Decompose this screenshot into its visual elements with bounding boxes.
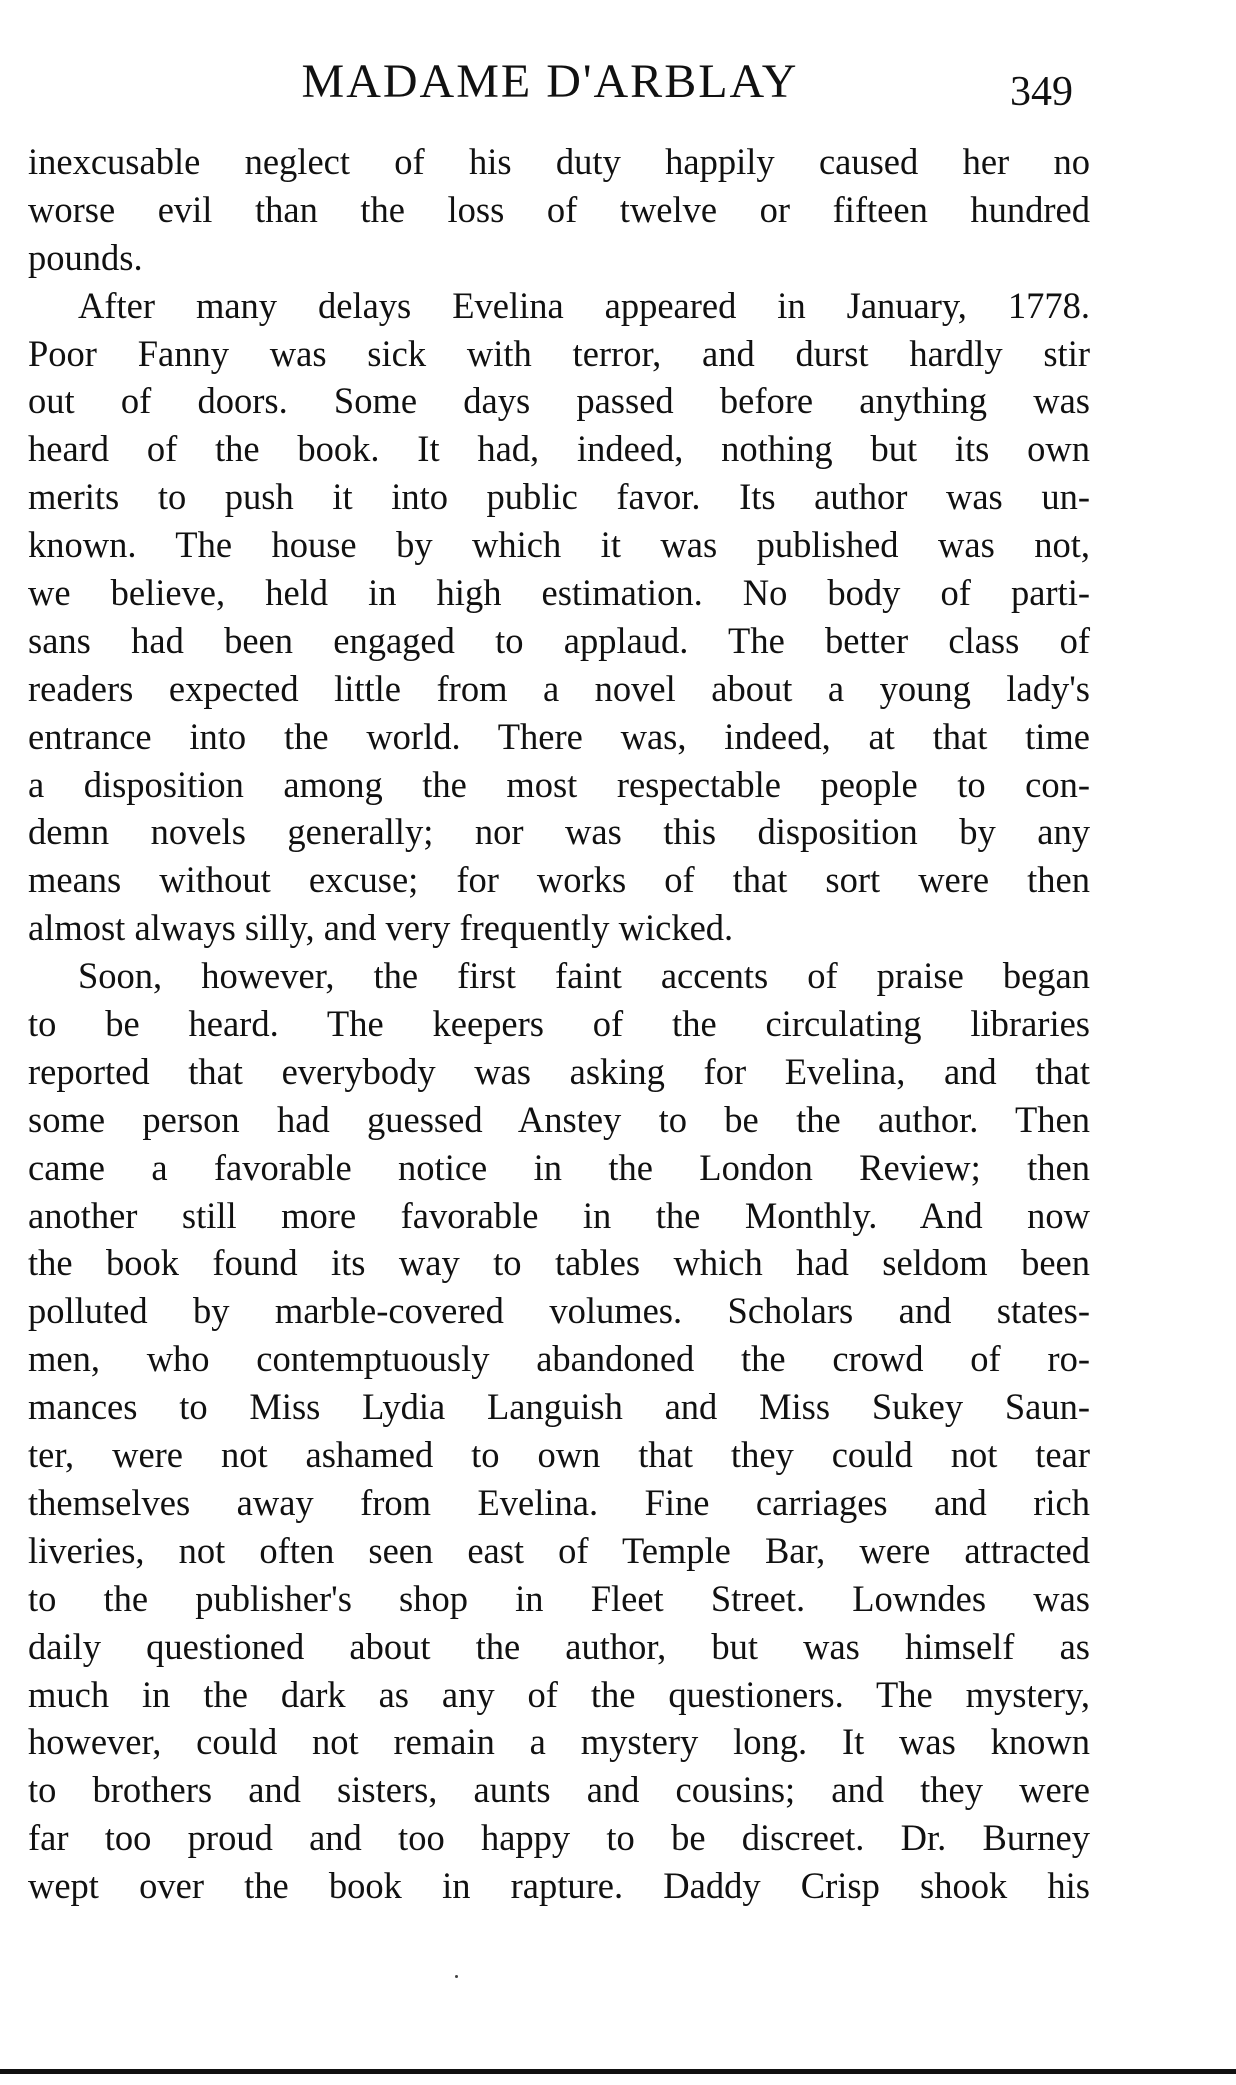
text-line: much in the dark as any of the questioners. The mystery,: [28, 1673, 1090, 1715]
paragraph-first-line: Soon, however, the first faint accents of praise began: [78, 955, 1090, 997]
text-line: out of doors. Some days passed before anything was: [28, 380, 1090, 422]
text-line: readers expected little from a novel about a young lady's: [28, 667, 1090, 709]
text-line: to be heard. The keepers of the circulating libraries: [28, 1003, 1090, 1045]
text-line: the book found its way to tables which had seldom been: [28, 1242, 1090, 1284]
running-head: [0, 52, 1236, 115]
text-line: to brothers and sisters, aunts and cousins; and they were: [28, 1769, 1090, 1811]
paragraph-first-line: After many delays Evelina appeared in January, 1778.: [78, 284, 1090, 326]
text-line: pounds.: [28, 236, 143, 278]
text-line: worse evil than the loss of twelve or fifteen hundred: [28, 188, 1090, 230]
text-line: we believe, held in high estimation. No body of parti-: [28, 572, 1090, 614]
text-line: came a favorable notice in the London Review; then: [28, 1146, 1090, 1188]
text-line: heard of the book. It had, indeed, nothing but its own: [28, 428, 1090, 470]
text-line: demn novels generally; nor was this disposition by any: [28, 811, 1090, 853]
page-bottom-edge: [0, 2069, 1236, 2074]
ink-speck: [455, 1975, 458, 1978]
text-line: sans had been engaged to applaud. The better class of: [28, 619, 1090, 661]
text-line: known. The house by which it was published was not,: [28, 524, 1090, 566]
text-line: wept over the book in rapture. Daddy Crisp shook his: [28, 1865, 1090, 1907]
text-line: merits to push it into public favor. Its author was un-: [28, 476, 1090, 518]
text-line: to the publisher's shop in Fleet Street. Lowndes was: [28, 1577, 1090, 1619]
text-line: ter, were not ashamed to own that they could not tear: [28, 1434, 1090, 1476]
text-line: a disposition among the most respectable people to con-: [28, 763, 1090, 805]
text-line: mances to Miss Lydia Languish and Miss Sukey Saun-: [28, 1386, 1090, 1428]
text-line: means without excuse; for works of that sort were then: [28, 859, 1090, 901]
body-text: [28, 138, 1090, 1910]
running-title: MADAME D'ARBLAY: [301, 55, 799, 108]
text-line: another still more favorable in the Monthly. And now: [28, 1194, 1090, 1236]
text-line: Poor Fanny was sick with terror, and durst hardly stir: [28, 332, 1090, 374]
text-line: reported that everybody was asking for Evelina, and that: [28, 1050, 1090, 1092]
text-line: far too proud and too happy to be discreet. Dr. Burney: [28, 1817, 1090, 1859]
text-line: entrance into the world. There was, indeed, at that time: [28, 715, 1090, 757]
text-line: liveries, not often seen east of Temple Bar, were attracted: [28, 1529, 1090, 1571]
text-line: some person had guessed Anstey to be the author. Then: [28, 1098, 1090, 1140]
text-line: almost always silly, and very frequently wicked.: [28, 907, 734, 949]
text-line: daily questioned about the author, but was himself as: [28, 1625, 1090, 1667]
text-line: themselves away from Evelina. Fine carriages and rich: [28, 1481, 1090, 1523]
text-line: however, could not remain a mystery long. It was known: [28, 1721, 1090, 1763]
text-line: men, who contemptuously abandoned the crowd of ro-: [28, 1338, 1090, 1380]
text-line: inexcusable neglect of his duty happily caused her no: [28, 141, 1090, 182]
text-line: polluted by marble-covered volumes. Scholars and states-: [28, 1290, 1090, 1332]
page-number: 349: [1010, 69, 1073, 115]
